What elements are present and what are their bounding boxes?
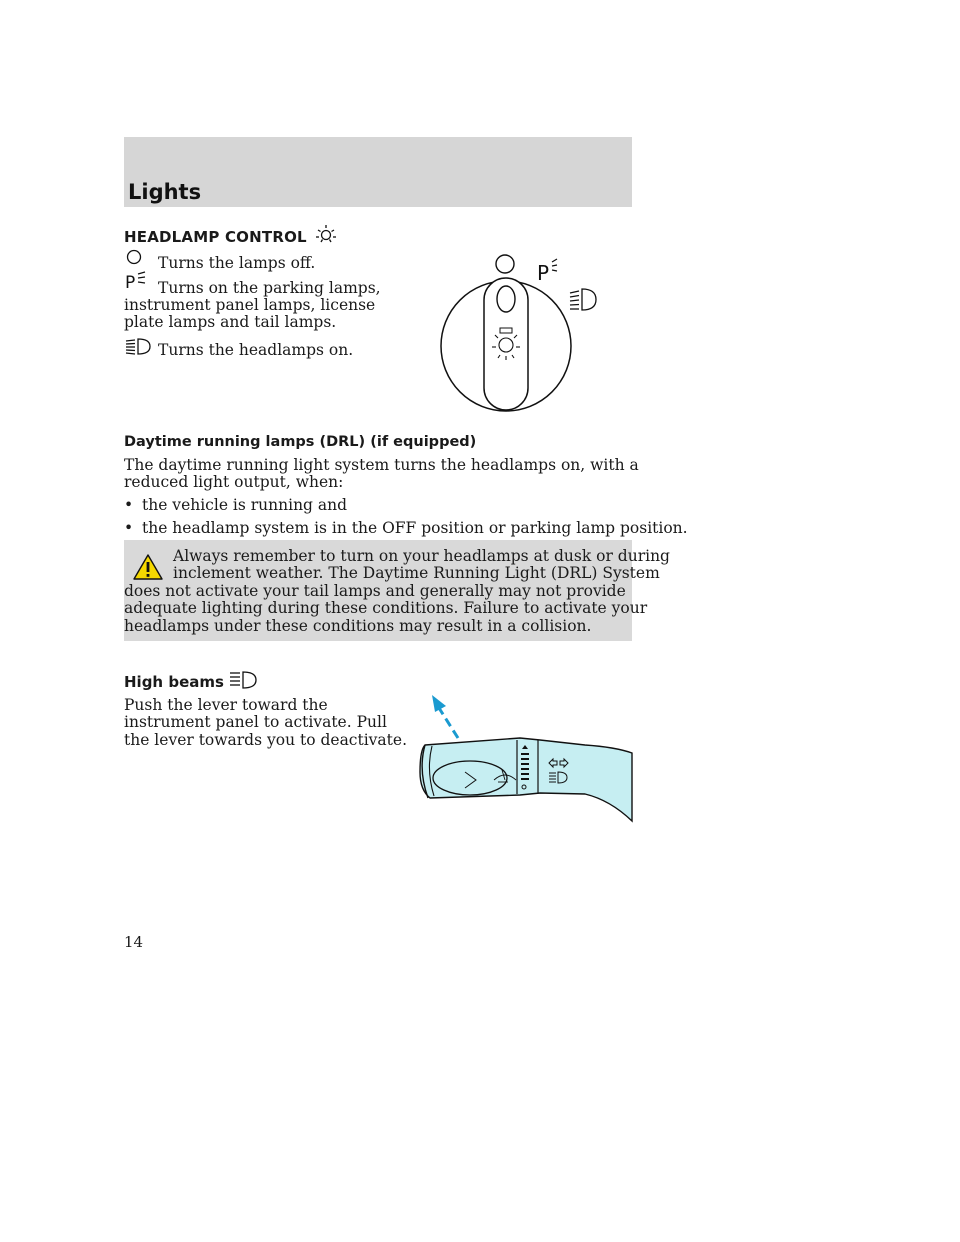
headlamps-icon (124, 336, 154, 356)
drl-intro-line-1: The daytime running light system turns the headlamps on, with a (124, 456, 639, 474)
bullet-dot: • (124, 519, 134, 537)
bullet-dot: • (124, 496, 134, 514)
parking-lamps-icon (124, 271, 150, 293)
warning-line-2: inclement weather. The Daytime Running Light (DRL) System (173, 564, 660, 582)
push-direction-arrow-icon (432, 695, 458, 738)
parking-lamps-text-line-3: plate lamps and tail lamps. (124, 313, 337, 331)
high-beams-heading-text: High beams (124, 673, 224, 691)
dial-parking-rays-icon (552, 259, 557, 271)
drl-heading: Daytime running lamps (DRL) (if equipped) (124, 434, 477, 450)
dial-parking-label: P (537, 261, 550, 285)
dial-off-marker-icon (496, 255, 514, 273)
high-beam-icon (229, 670, 259, 690)
high-beams-line-2: instrument panel to activate. Pull (124, 713, 387, 731)
parking-lamps-text-line-2: instrument panel lamps, license (124, 296, 376, 314)
warning-line-3: does not activate your tail lamps and generally may not provide (124, 582, 626, 600)
high-beams-line-3: the lever towards you to deactivate. (124, 731, 408, 749)
dial-headlamp-marker-icon (570, 289, 596, 310)
warning-line-1: Always remember to turn on your headlamps at dusk or during (173, 547, 670, 565)
parking-lamps-text-line-1: Turns on the parking lamps, (158, 279, 381, 297)
high-beams-heading (124, 670, 259, 691)
page-number: 14 (124, 933, 144, 951)
svg-text:P: P (125, 273, 136, 293)
drl-bullet-2-text: the headlamp system is in the OFF position or parking lamp position. (142, 519, 688, 537)
drl-bullet-1 (124, 496, 347, 515)
lamps-off-icon (126, 248, 146, 268)
multifunction-lever-illustration (410, 690, 640, 830)
warning-triangle-icon (132, 553, 164, 581)
warning-line-4: adequate lighting during these conditions. Failure to activate your (124, 599, 648, 617)
headlamp-sun-icon (313, 224, 339, 244)
headlamp-control-heading-text: HEADLAMP CONTROL (124, 228, 307, 246)
headlamp-control-heading (124, 224, 339, 246)
headlamps-text: Turns the headlamps on. (158, 341, 354, 359)
warning-line-5: headlamps under these conditions may result in a collision. (124, 617, 592, 635)
drl-bullet-2 (124, 519, 688, 538)
section-title: Lights (128, 180, 202, 204)
high-beams-line-1: Push the lever toward the (124, 696, 328, 714)
drl-bullet-1-text: the vehicle is running and (142, 496, 348, 514)
drl-intro-line-2: reduced light output, when: (124, 473, 344, 491)
lamps-off-text: Turns the lamps off. (158, 254, 316, 272)
headlamp-dial-illustration (420, 248, 620, 418)
